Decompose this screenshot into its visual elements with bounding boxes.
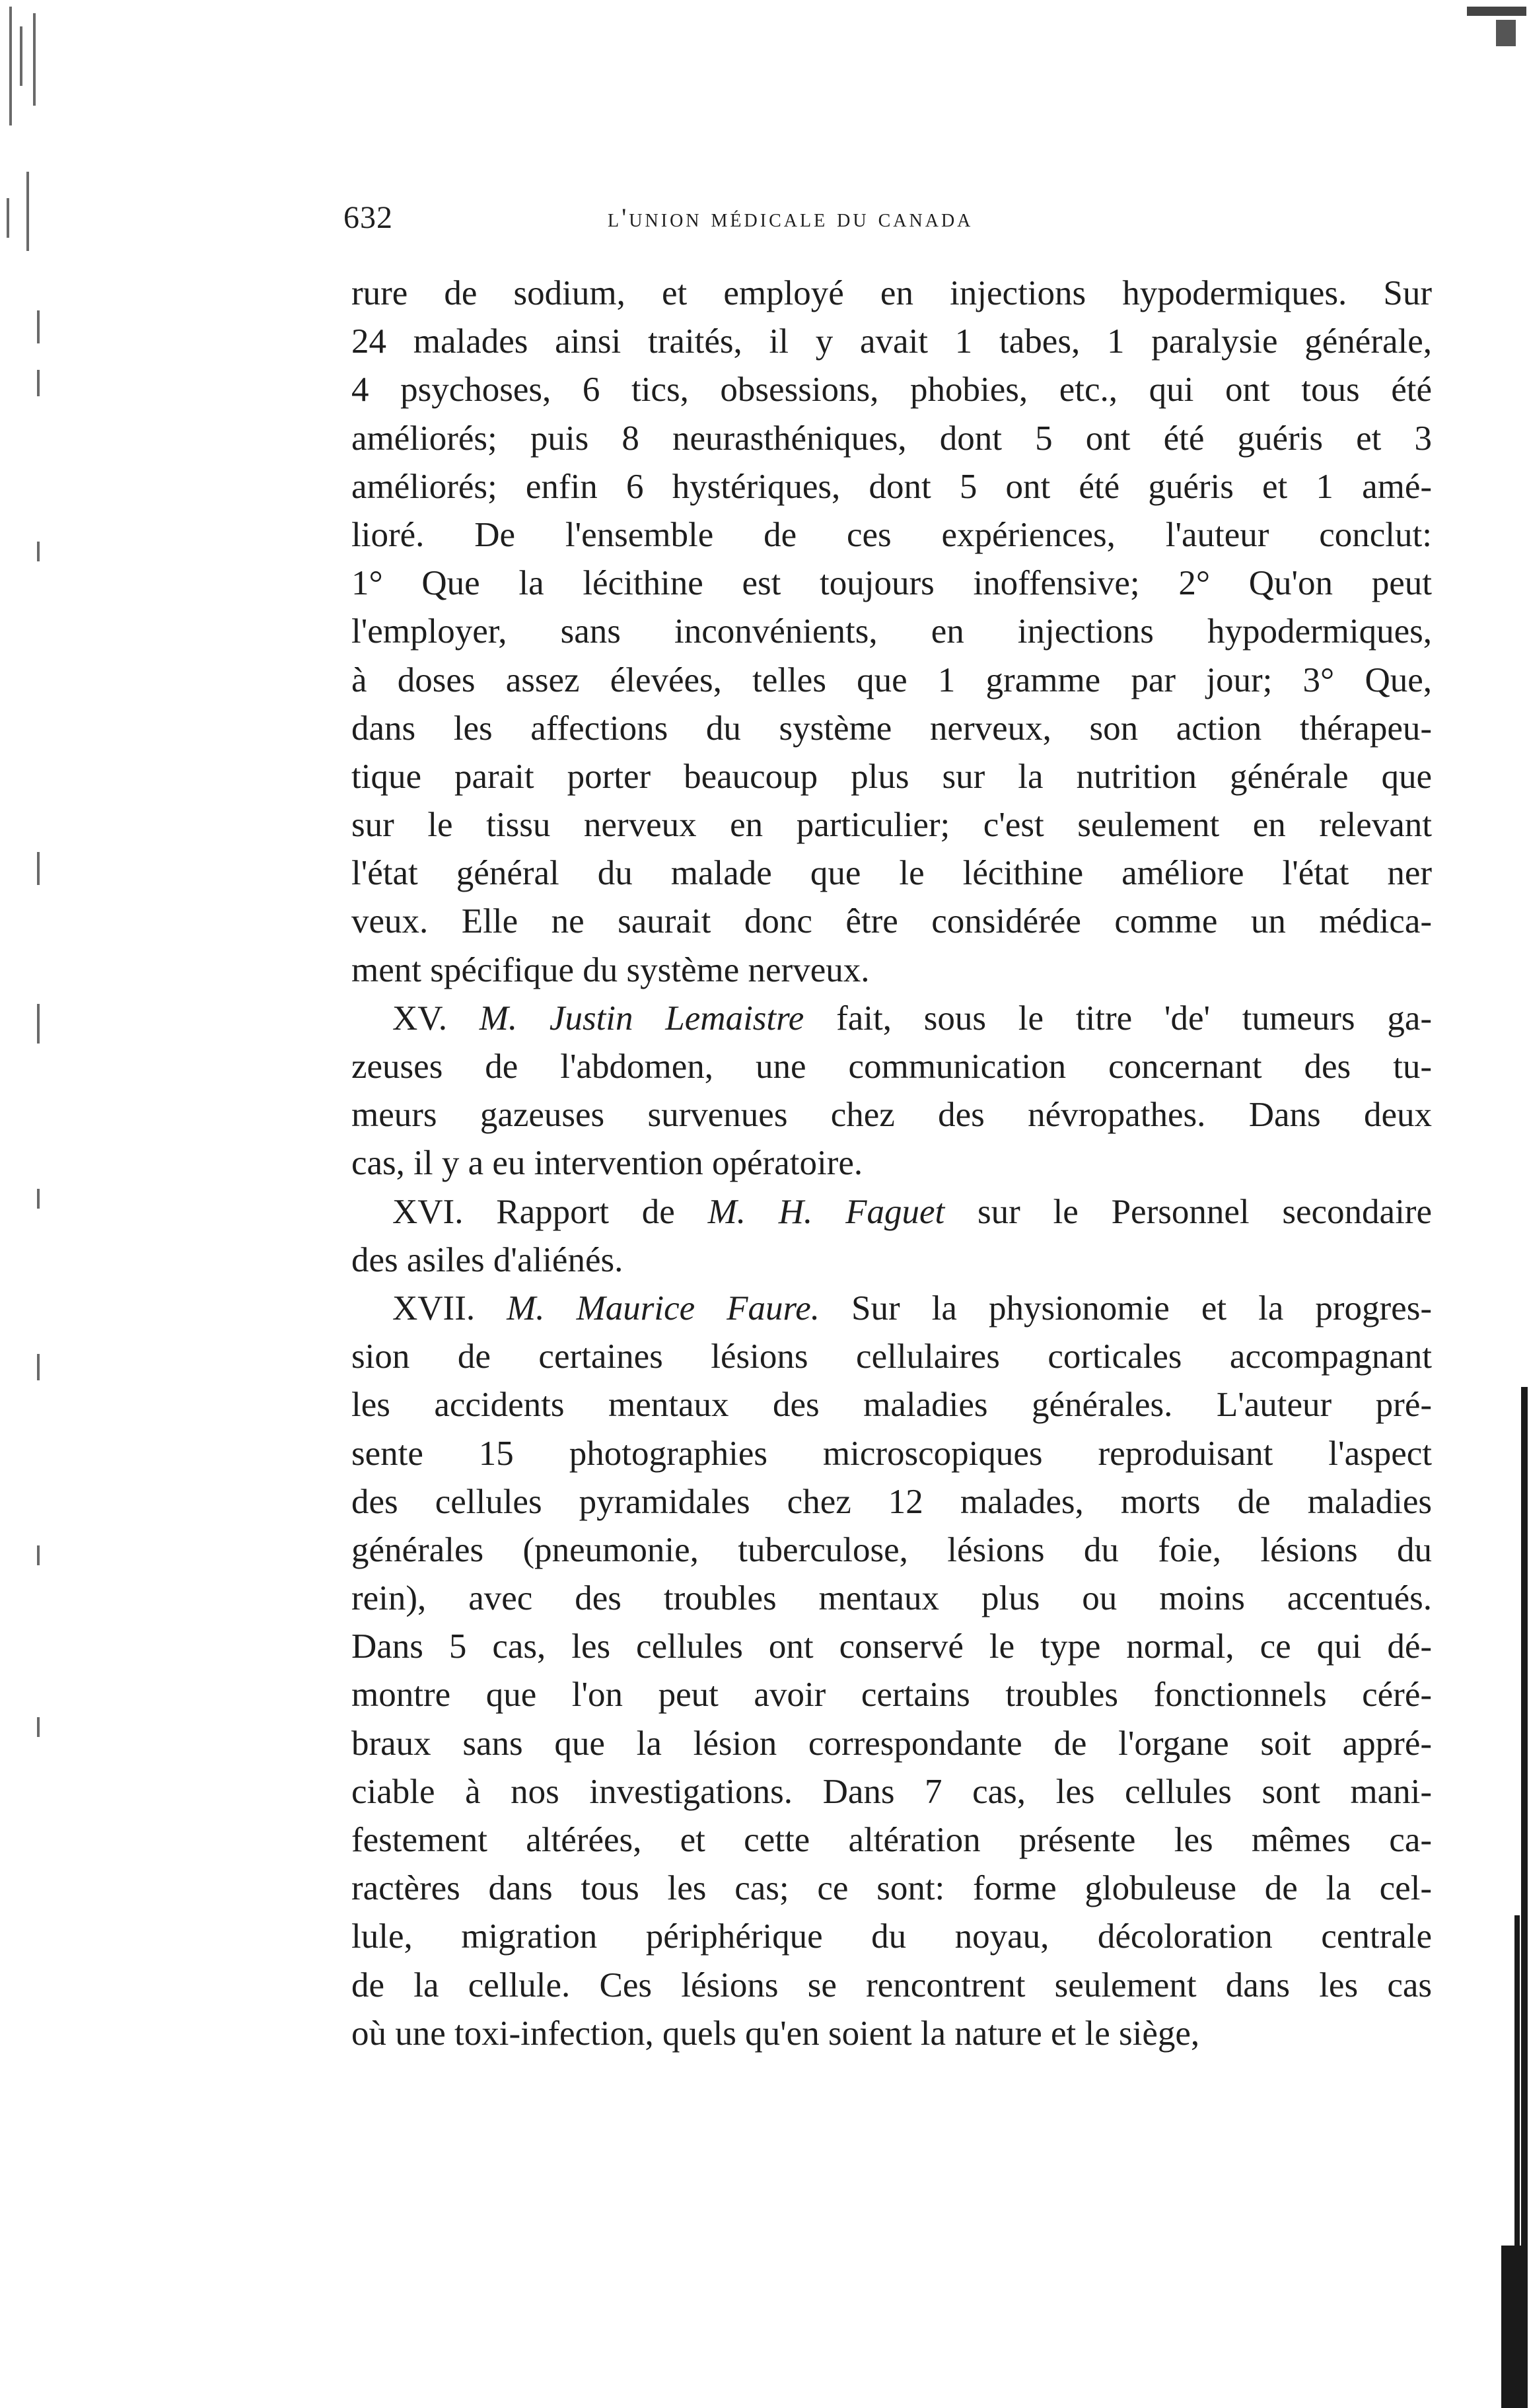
text-line: l'employer, sans inconvénients, en injections hypodermiques, — [351, 612, 1432, 651]
running-head — [343, 198, 1169, 238]
text-segment: XVII. — [392, 1289, 507, 1328]
text-line: rein), avec des troubles mentaux plus ou moins accentués. — [351, 1579, 1432, 1618]
body-text — [351, 269, 1432, 2058]
text-line: sente 15 photographies microscopiques reproduisant l'aspect — [351, 1434, 1432, 1473]
text-line: Dans 5 cas, les cellules ont conservé le type normal, ce qui dé- — [351, 1627, 1432, 1666]
text-segment: Sur la physionomie et la progres- — [819, 1289, 1432, 1328]
text-line: cas, il y a eu intervention opératoire. — [351, 1144, 863, 1183]
text-line: sion de certaines lésions cellulaires corticales accompagnant — [351, 1337, 1432, 1376]
text-line: ciable à nos investigations. Dans 7 cas, les cellules sont mani- — [351, 1772, 1432, 1811]
text-line: améliorés; puis 8 neurasthéniques, dont 5 ont été guéris et 3 — [351, 419, 1432, 458]
text-line: meurs gazeuses survenues chez des névropathes. Dans deux — [351, 1096, 1432, 1135]
author-name: M. H. Faguet — [707, 1192, 945, 1231]
text-line: tique parait porter beaucoup plus sur la nutrition générale que — [351, 757, 1432, 796]
text-line: l'état général du malade que le lécithine améliore l'état ner — [351, 854, 1432, 893]
text-segment: sur le Personnel secondaire — [944, 1192, 1432, 1231]
text-line: zeuses de l'abdomen, une communication concernant des tu- — [351, 1047, 1432, 1086]
right-scan-edge — [1450, 0, 1529, 2408]
text-line: de la cellule. Ces lésions se rencontrent seulement dans les cas — [351, 1965, 1432, 2004]
text-line: lioré. De l'ensemble de ces expériences, l'auteur conclut: — [351, 515, 1432, 554]
text-line: dans les affections du système nerveux, son action thérapeu- — [351, 709, 1432, 748]
text-line: des asiles d'aliénés. — [351, 1240, 623, 1279]
text-line: améliorés; enfin 6 hystériques, dont 5 ont été guéris et 1 amé- — [351, 467, 1432, 506]
text-segment: XVI. Rapport de — [392, 1192, 708, 1231]
text-line: à doses assez élevées, telles que 1 gramme par jour; 3° Que, — [351, 660, 1432, 699]
text-segment: XV. — [392, 999, 480, 1038]
page-number: 632 — [343, 200, 393, 235]
text-line: festement altérées, et cette altération présente les mêmes ca- — [351, 1821, 1432, 1859]
text-line: des cellules pyramidales chez 12 malades, morts de maladies — [351, 1482, 1432, 1521]
text-line: ractères dans tous les cas; ce sont: forme globuleuse de la cel- — [351, 1869, 1432, 1908]
left-scan-edge — [0, 0, 59, 2408]
text-line: générales (pneumonie, tuberculose, lésions du foie, lésions du — [351, 1530, 1432, 1569]
text-line: 4 psychoses, 6 tics, obsessions, phobies, etc., qui ont tous été — [351, 371, 1432, 409]
journal-title: l'union médicale du canada — [608, 203, 974, 232]
text-line: lule, migration périphérique du noyau, décoloration centrale — [351, 1917, 1432, 1956]
text-line: où une toxi-infection, quels qu'en soient la nature et le siège, — [351, 2014, 1200, 2053]
text-line: ment spécifique du système nerveux. — [351, 950, 870, 989]
text-line: 1° Que la lécithine est toujours inoffensive; 2° Qu'on peut — [351, 564, 1432, 603]
author-name: M. Maurice Faure. — [507, 1289, 820, 1328]
text-line — [351, 1188, 1432, 1236]
text-line: veux. Elle ne saurait donc être considérée comme un médica- — [351, 902, 1432, 941]
text-segment: fait, sous le titre 'de' tumeurs ga- — [804, 999, 1432, 1038]
text-line — [351, 995, 1432, 1043]
text-line: 24 malades ainsi traités, il y avait 1 tabes, 1 paralysie générale, — [351, 322, 1432, 361]
author-name: M. Justin Lemaistre — [479, 999, 804, 1038]
text-line: braux sans que la lésion correspondante de l'organe soit appré- — [351, 1724, 1432, 1763]
text-line — [351, 1285, 1432, 1333]
text-line: montre que l'on peut avoir certains troubles fonctionnels céré- — [351, 1676, 1432, 1715]
text-line: les accidents mentaux des maladies générales. L'auteur pré- — [351, 1386, 1432, 1425]
text-line: rure de sodium, et employé en injections hypodermiques. Sur — [351, 274, 1432, 312]
text-line: sur le tissu nerveux en particulier; c'est seulement en relevant — [351, 806, 1432, 845]
